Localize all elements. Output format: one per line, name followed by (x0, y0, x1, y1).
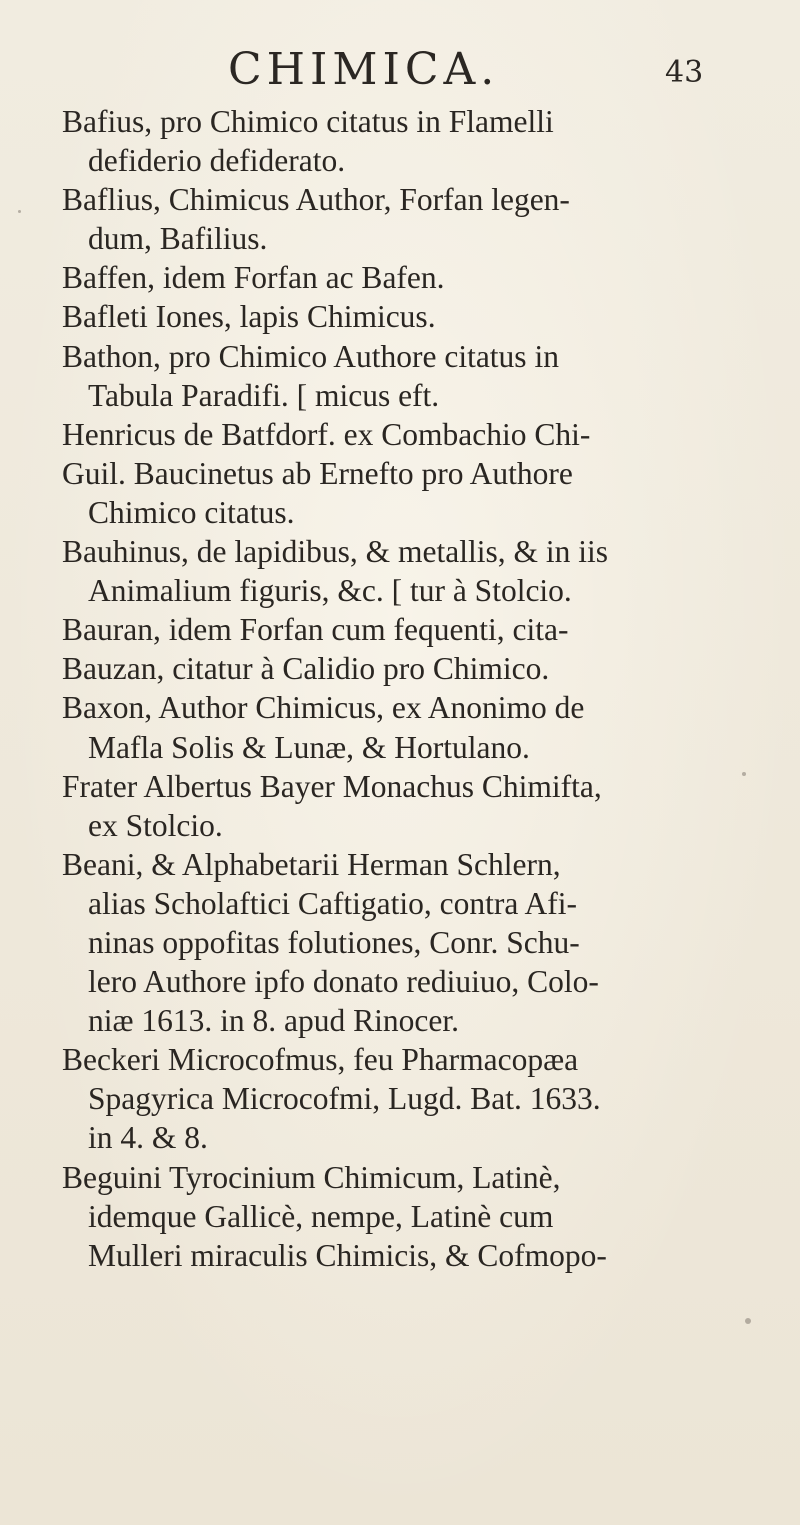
ink-speck (742, 772, 746, 776)
index-entries (62, 102, 782, 1275)
entry-line: dum, Bafilius. (88, 221, 268, 257)
entry-line: Baflius, Chimicus Author, Forfan legen- (62, 182, 570, 218)
entry-line: niæ 1613. in 8. apud Rinocer. (88, 1003, 459, 1039)
entry-line: alias Scholaftici Caftigatio, contra Afi- (88, 885, 577, 921)
entry-line: idemque Gallicè, nempe, Latinè cum (88, 1198, 554, 1234)
entry-line: Bauzan, citatur à Calidio pro Chimico. (62, 651, 550, 687)
entry-line: Guil. Baucinetus ab Ernefto pro Authore (62, 455, 573, 491)
entry-line: Frater Albertus Bayer Monachus Chimifta, (62, 768, 602, 804)
entry-line: Bathon, pro Chimico Authore citatus in (62, 338, 559, 374)
entry-line: Bafius, pro Chimico citatus in Flamelli (62, 104, 554, 139)
entry-line: Animalium figuris, &c. [ tur à Stolcio. (88, 573, 572, 609)
entry-line: in 4. & 8. (88, 1120, 208, 1156)
entry-line: Baxon, Author Chimicus, ex Anonimo de (62, 690, 585, 726)
entry-line: Beguini Tyrocinium Chimicum, Latinè, (62, 1159, 561, 1195)
entry-line: lero Authore ipfo donato rediuiuo, Colo- (88, 964, 599, 1000)
entry-line: Henricus de Batfdorf. ex Combachio Chi- (62, 416, 591, 452)
entry-line: ninas oppofitas folutiones, Conr. Schu- (88, 924, 580, 960)
ink-speck (745, 1318, 751, 1324)
entry-line: defiderio defiderato. (88, 143, 346, 179)
entry-line: ex Stolcio. (88, 807, 223, 843)
ink-speck (18, 210, 21, 213)
running-title: CHIMICA. (228, 44, 500, 95)
entry-line: Tabula Paradifi. [ micus eft. (88, 377, 440, 413)
entry-line: Mulleri miraculis Chimicis, & Cofmopo- (88, 1237, 607, 1273)
page-number: 43 (665, 55, 704, 90)
entry-line: Bauran, idem Forfan cum fequenti, cita- (62, 612, 569, 648)
entry-line: Baffen, idem Forfan ac Bafen. (62, 260, 445, 296)
entry-line: Mafla Solis & Lunæ, & Hortulano. (88, 729, 530, 765)
entry-line: Beckeri Microcofmus, feu Pharmacopæa (62, 1042, 579, 1078)
entry-line: Beani, & Alphabetarii Herman Schlern, (62, 846, 561, 882)
entry-line: Spagyrica Microcofmi, Lugd. Bat. 1633. (88, 1081, 601, 1117)
entry-line: Bauhinus, de lapidibus, & metallis, & in iis (62, 534, 608, 570)
page-header (0, 42, 800, 102)
entry-line: Bafleti Iones, lapis Chimicus. (62, 299, 436, 335)
entry-line: Chimico citatus. (88, 494, 295, 530)
